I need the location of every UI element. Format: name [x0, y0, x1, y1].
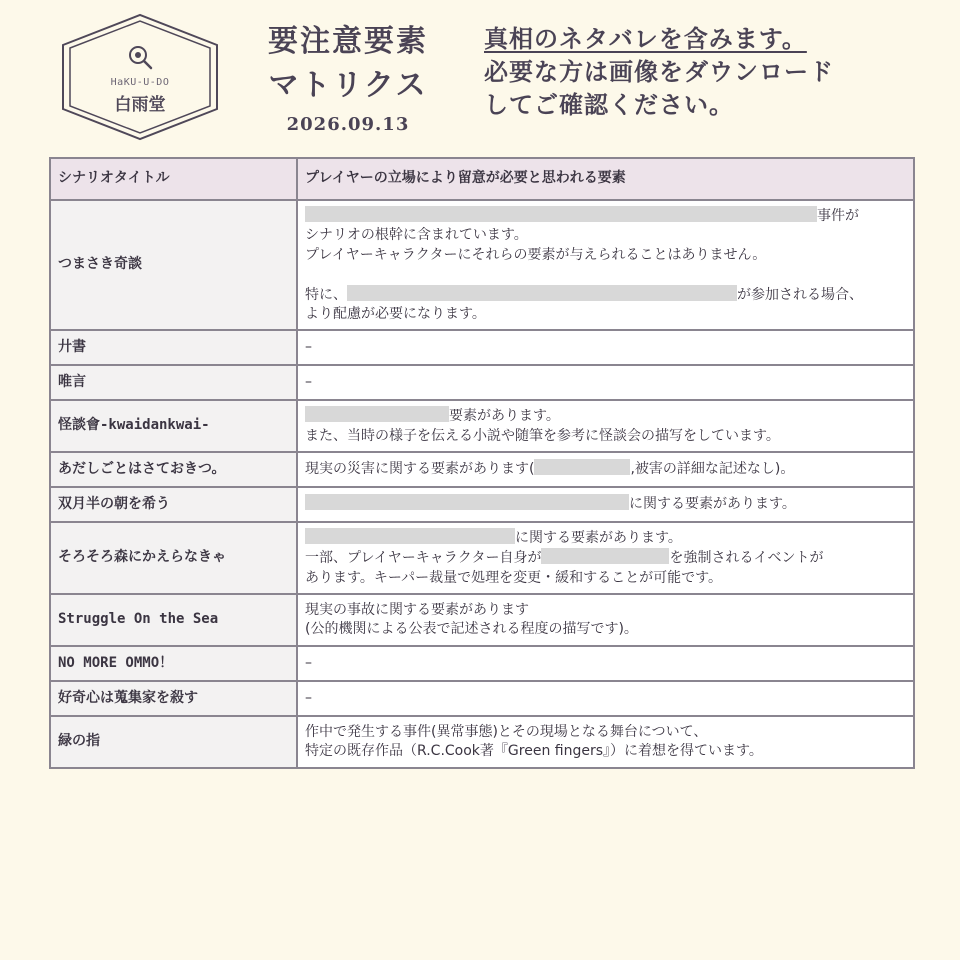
column-header-scenario: シナリオタイトル	[50, 158, 297, 200]
warning-line-2: 必要な方は画像をダウンロード	[484, 57, 834, 86]
table-row	[50, 365, 914, 400]
redaction-bar	[305, 528, 515, 544]
element-description: に関する要素があります。 一部、プレイヤーキャラクター自身が を強制されるイベントが あります。キーパー裁量で処理を変更・緩和することが可能です。	[297, 522, 914, 594]
logo-english: HaKU-U-DO	[110, 77, 170, 88]
title-line-1: 要注意要素	[268, 24, 428, 59]
scenario-title: そろそろ森にかえらなきゃ	[50, 522, 297, 594]
scenario-title: 怪談會-kwaidankwai-	[50, 400, 297, 452]
redaction-bar	[305, 494, 629, 510]
element-description: –	[297, 681, 914, 716]
date: 2026.09.13	[286, 114, 410, 135]
scenario-title: 好奇心は蒐集家を殺す	[50, 681, 297, 716]
element-description: 現実の災害に関する要素があります( ,被害の詳細な記述なし)。	[297, 452, 914, 487]
title-line-2: マトリクス	[268, 68, 428, 103]
table-row	[50, 716, 914, 768]
table-row	[50, 452, 914, 487]
table-row	[50, 681, 914, 716]
table-row	[50, 400, 914, 452]
warning-line-3: してご確認ください。	[484, 90, 734, 119]
column-header-elements: プレイヤーの立場により留意が必要と思われる要素	[297, 158, 914, 200]
scenario-title: 双月半の朝を希う	[50, 487, 297, 522]
table-row	[50, 200, 914, 330]
scenario-title: 廾書	[50, 330, 297, 365]
element-description: 要素があります。 また、当時の様子を伝える小説や随筆を参考に怪談会の描写をしています。	[297, 400, 914, 452]
element-description: –	[297, 646, 914, 681]
scenario-title: 緑の指	[50, 716, 297, 768]
warning-line-1: 真相のネタバレを含みます。	[484, 24, 807, 53]
scenario-title: つまさき奇談	[50, 200, 297, 330]
element-description: –	[297, 365, 914, 400]
element-description: に関する要素があります。	[297, 487, 914, 522]
logo	[60, 13, 220, 141]
table-row	[50, 487, 914, 522]
element-description: 事件が シナリオの根幹に含まれています。 プレイヤーキャラクターにそれらの要素が与えられることはありません。 特に、 が参加される場合、 より配慮が必要になります。	[297, 200, 914, 330]
scenario-title: Struggle On the Sea	[50, 594, 297, 646]
redaction-bar	[534, 459, 630, 475]
scenario-title: NO MORE OMMO！	[50, 646, 297, 681]
redaction-bar	[347, 285, 737, 301]
scenario-title: 唯言	[50, 365, 297, 400]
page-title	[248, 20, 448, 108]
redaction-bar	[305, 206, 817, 222]
table-row	[50, 646, 914, 681]
table-row	[50, 594, 914, 646]
redaction-bar	[305, 406, 449, 422]
scenario-title: あだしごとはさておきつ。	[50, 452, 297, 487]
table-header-row	[50, 158, 914, 200]
element-description: 現実の事故に関する要素があります (公的機関による公表で記述される程度の描写です)。	[297, 594, 914, 646]
spoiler-warning	[484, 22, 924, 121]
redaction-bar	[541, 548, 669, 564]
element-description: –	[297, 330, 914, 365]
logo-japanese: 白雨堂	[114, 95, 166, 115]
table-row	[50, 330, 914, 365]
table-row	[50, 522, 914, 594]
element-description: 作中で発生する事件(異常事態)とその現場となる舞台について、 特定の既存作品（R.C.Cook著『Green fingers』）に着想を得ています。	[297, 716, 914, 768]
caution-matrix-table	[49, 157, 915, 769]
